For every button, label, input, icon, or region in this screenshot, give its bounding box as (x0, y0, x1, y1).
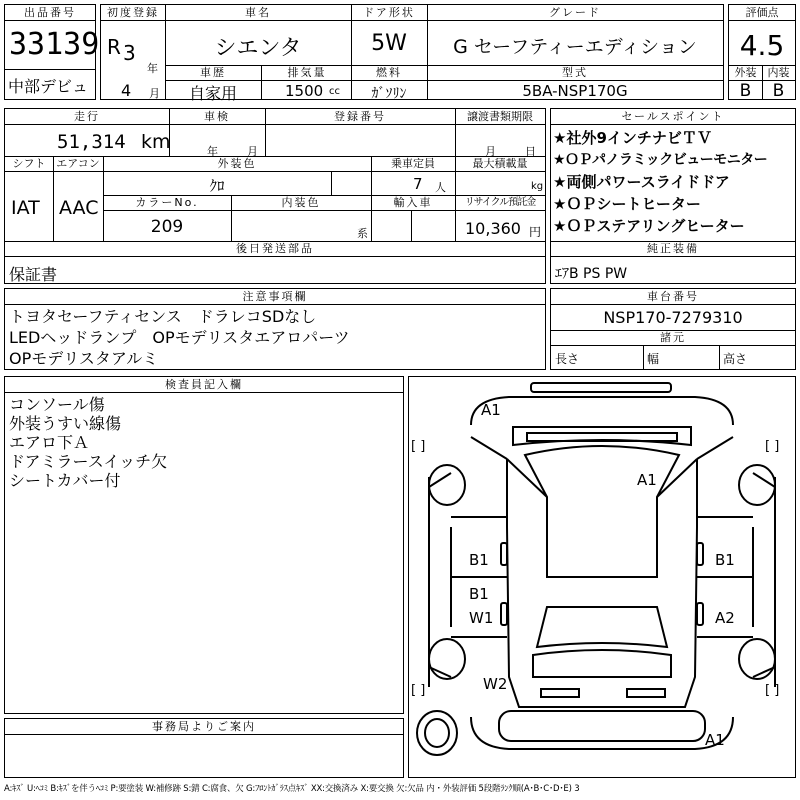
main-info-box (100, 4, 724, 103)
shift-label: シフト (5, 156, 54, 172)
grade: G セーフティーエディション (453, 36, 697, 58)
sales-points-list (553, 127, 795, 237)
inspector-label: 検査員記入欄 (5, 377, 403, 393)
notes-line: OPモデリスタアルミ (9, 349, 159, 368)
vehicle-details-box (4, 108, 546, 284)
car-name-label: 車名 (165, 5, 352, 21)
era: R (107, 35, 121, 59)
score-box (728, 4, 796, 100)
dims-label: 諸元 (551, 330, 795, 346)
transfer-label: 譲渡書類期限 (455, 109, 545, 125)
year-unit: 年 (147, 62, 158, 75)
capacity: 7 (413, 175, 423, 193)
recycle-unit: 円 (529, 225, 542, 239)
inspector-box (4, 376, 404, 714)
inspector-lines (9, 395, 167, 490)
later-parts-label: 後日発送部品 (5, 241, 545, 257)
ac-label: エアコン (53, 156, 104, 172)
mark-bracket-left-top: [ ] (411, 439, 426, 454)
max-load-unit: kg (531, 181, 544, 192)
import-label: 輸入車 (371, 195, 456, 211)
width-label: 幅 (647, 352, 660, 366)
transfer-month-unit: 月 (485, 145, 496, 158)
notes-box (4, 288, 546, 370)
mark-left-rear-door: B1 (469, 585, 489, 603)
venue: 中部デビュ (8, 77, 89, 96)
mark-bracket-right-bottom: [ ] (765, 683, 780, 698)
mark-front-bumper: A1 (481, 401, 501, 419)
sales-point: ★ＯＰシートヒーター (553, 195, 701, 213)
history-label: 車歴 (200, 66, 226, 79)
grade-label: グレード (427, 5, 723, 21)
inspection-year-unit: 年 (207, 145, 218, 158)
month-unit: 月 (149, 87, 160, 100)
color-no-label: カラーNo. (103, 195, 232, 211)
car-name: シエンタ (214, 36, 302, 61)
mark-rear-bumper: A1 (705, 731, 725, 749)
chassis-number: NSP170-7279310 (603, 308, 743, 327)
chassis-label: 車台番号 (551, 289, 795, 305)
first-reg-label: 初度登録 (101, 5, 166, 21)
ext-color: ｸﾛ (209, 177, 225, 195)
length-label: 長さ (555, 352, 580, 366)
sales-points-label: セールスポイント (551, 109, 795, 125)
ext-color-label: 外装色 (103, 156, 372, 172)
office-label: 事務局よりご案内 (5, 719, 403, 735)
sales-points-box (550, 108, 796, 284)
int-color-label: 内装色 (231, 195, 372, 211)
inspector-line: コンソール傷 (9, 395, 105, 414)
notes-lines (9, 306, 350, 369)
displacement-unit: cc (329, 86, 340, 97)
inspection-label: 車検 (169, 109, 266, 125)
model: 5BA-NSP170G (522, 82, 628, 100)
shift: IAT (11, 197, 40, 219)
model-label: 型式 (562, 66, 588, 79)
mark-left-rear-door-2: W1 (469, 609, 494, 627)
inspection-month-unit: 月 (247, 145, 258, 158)
mark-bracket-left-bottom: [ ] (411, 683, 426, 698)
lot-number-label: 出品番号 (5, 5, 95, 21)
int-color-unit: 系 (357, 227, 368, 240)
reg-no-label: 登録番号 (265, 109, 456, 125)
door-type: 5W (371, 31, 407, 56)
inspector-line: 外装うすい線傷 (9, 414, 122, 433)
damage-diagram (408, 376, 796, 778)
displacement: 1500 (285, 82, 324, 100)
capacity-unit: 人 (435, 181, 446, 194)
notes-label: 注意事項欄 (5, 289, 545, 305)
height-label: 高さ (723, 352, 748, 366)
equip-label: 純正装備 (551, 241, 795, 257)
mark-left-front-door: B1 (469, 551, 489, 569)
door-label: ドア形状 (351, 5, 428, 21)
mark-bracket-right-top: [ ] (765, 439, 780, 454)
recycle-label: リサイクル預託金 (455, 195, 545, 211)
lot-number-box (4, 4, 100, 100)
mark-right-front-door: B1 (715, 551, 735, 569)
transfer-day-unit: 日 (525, 145, 536, 158)
fuel: ｶﾞｿﾘﾝ (371, 86, 407, 102)
mileage: 51,314 (57, 131, 126, 153)
inspector-line: シートカバー付 (9, 471, 121, 490)
ac: AAC (59, 197, 99, 219)
sales-point: ★社外9インチナビＴＶ (553, 129, 712, 147)
score-label: 評価点 (729, 5, 795, 21)
max-load-label: 最大積載量 (455, 156, 545, 172)
exterior-grade: B (739, 81, 752, 101)
mileage-unit: km (141, 131, 171, 153)
era-year: 3 (123, 41, 136, 65)
mark-left-rear-quarter: W2 (483, 675, 508, 693)
equip: ｴｱB PS PW (555, 266, 628, 282)
score: 4.5 (739, 29, 785, 62)
car-outline (409, 377, 795, 777)
notes-line: トヨタセーフティセンス ドラレコSDなし (9, 307, 317, 326)
later-parts: 保証書 (9, 265, 58, 284)
notes-line: LEDヘッドランプ OPモデリスタエアロパーツ (9, 328, 350, 347)
mileage-label: 走行 (5, 109, 170, 125)
chassis-box (550, 288, 796, 370)
month: 4 (121, 81, 132, 100)
sales-point: ★両側パワースライドドア (553, 173, 730, 191)
sales-point: ★ＯＰステアリングヒーター (553, 217, 745, 235)
history: 自家用 (188, 84, 237, 103)
mark-right-rear-door: A2 (715, 609, 735, 627)
interior-grade: B (772, 81, 785, 101)
mark-roof: A1 (637, 471, 657, 489)
exterior-label: 外装 (734, 66, 757, 79)
legend: A:ｷｽﾞ U:ﾍｺﾐ B:ｷｽﾞを伴うﾍｺﾐ P:要塗装 W:補修跡 S:錆 C:腐食、欠 G:ﾌﾛﾝﾄｶﾞﾗｽ点ｷｽﾞ XX:交換済み X:要交換 欠:欠品 内・外装評価 5段階ﾗﾝｸ順(A･B･C･D･E) 3 (4, 784, 580, 794)
displacement-label: 排気量 (261, 65, 352, 80)
color-no: 209 (150, 217, 184, 237)
capacity-label: 乗車定員 (371, 156, 456, 172)
inspector-line: エアロ下Ａ (9, 433, 90, 452)
interior-label: 内装 (767, 66, 790, 79)
inspector-line: ドアミラースイッチ欠 (9, 452, 168, 471)
recycle-amount: 10,360 (465, 219, 521, 238)
office-box (4, 718, 404, 778)
sales-point: ★ＯＰパノラミックビューモニター (553, 152, 768, 168)
lot-number: 33139 (9, 27, 100, 62)
fuel-label: 燃料 (376, 66, 402, 79)
